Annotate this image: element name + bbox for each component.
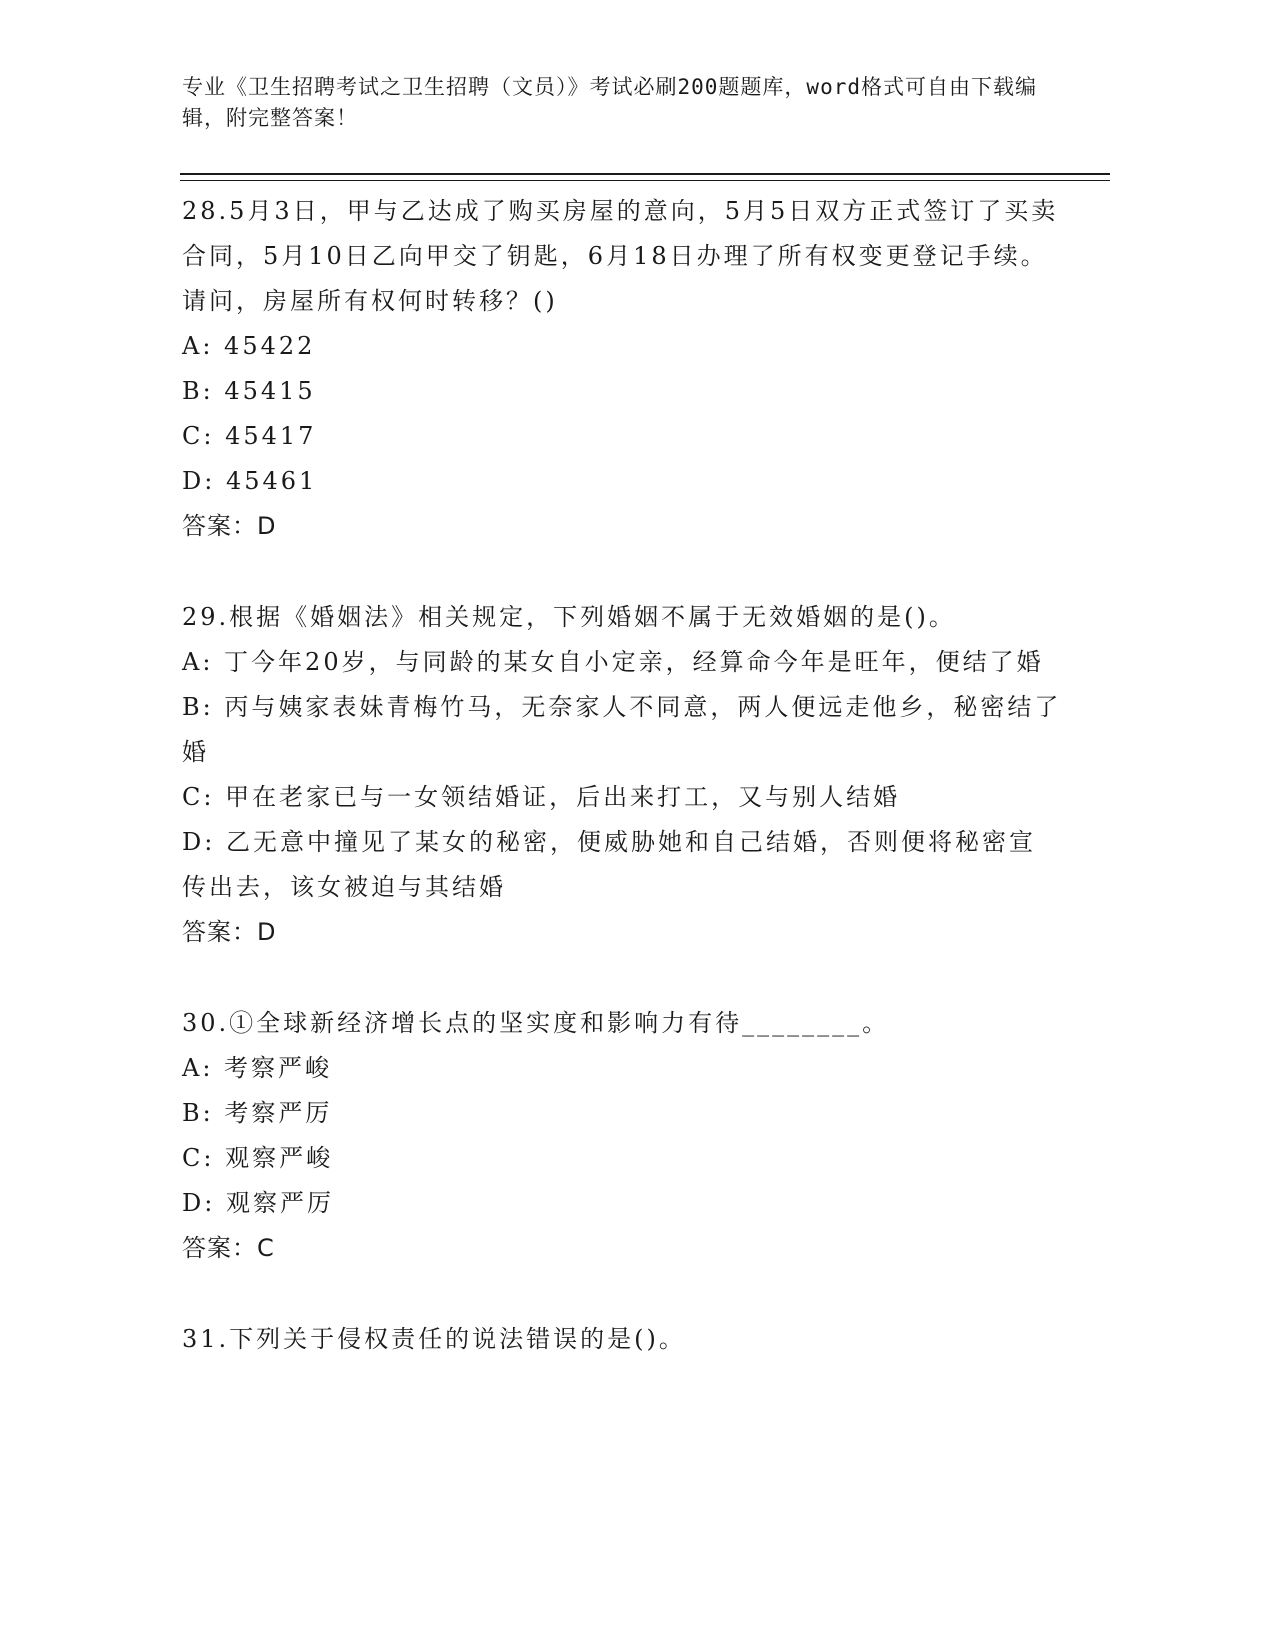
answer-line: 答案：C <box>182 1234 275 1262</box>
option-d: D: 45461 <box>182 467 318 495</box>
answer-line: 答案：D <box>182 512 277 540</box>
question-spacer <box>182 955 1062 1001</box>
option-c: C: 45417 <box>182 422 317 450</box>
option-d: D: 观察严厉 <box>182 1189 334 1217</box>
question-stem: 30.①全球新经济增长点的坚实度和影响力有待________。 <box>182 1009 890 1037</box>
header-divider-thick <box>180 173 1110 175</box>
option-a: A: 丁今年20岁，与同龄的某女自小定亲，经算命今年是旺年，便结了婚 <box>182 648 1044 676</box>
document-header: 专业《卫生招聘考试之卫生招聘（文员）》考试必刷200题题库，word格式可自由下载编辑，附完整答案！ <box>182 75 1037 130</box>
question-stem: 28.5月3日，甲与乙达成了购买房屋的意向，5月5日双方正式签订了买卖合同，5月10日乙向甲交了钥匙，6月18日办理了所有权变更登记手续。请问，房屋所有权何时转移？() <box>182 197 1059 315</box>
question-stem: 31.下列关于侵权责任的说法错误的是()。 <box>182 1325 686 1353</box>
question-stem: 29.根据《婚姻法》相关规定，下列婚姻不属于无效婚姻的是()。 <box>182 603 956 631</box>
question-29 <box>182 595 1062 955</box>
question-spacer <box>182 1271 1062 1317</box>
answer-line: 答案：D <box>182 918 277 946</box>
question-spacer <box>182 549 1062 595</box>
question-30 <box>182 1001 1062 1271</box>
option-c: C: 甲在老家已与一女领结婚证，后出来打工，又与别人结婚 <box>182 783 901 811</box>
question-list <box>182 189 1062 1362</box>
question-28 <box>182 189 1062 549</box>
question-31 <box>182 1317 1062 1362</box>
option-a: A: 考察严峻 <box>182 1054 333 1082</box>
option-d: D: 乙无意中撞见了某女的秘密，便威胁她和自己结婚，否则便将秘密宣传出去，该女被迫与其结婚 <box>182 828 1036 901</box>
header-divider-thin <box>180 180 1110 181</box>
option-b: B: 丙与姨家表妹青梅竹马，无奈家人不同意，两人便远走他乡，秘密结了婚 <box>182 693 1062 766</box>
option-c: C: 观察严峻 <box>182 1144 334 1172</box>
option-b: B: 考察严厉 <box>182 1099 333 1127</box>
option-b: B: 45415 <box>182 377 316 405</box>
option-a: A: 45422 <box>182 332 316 360</box>
